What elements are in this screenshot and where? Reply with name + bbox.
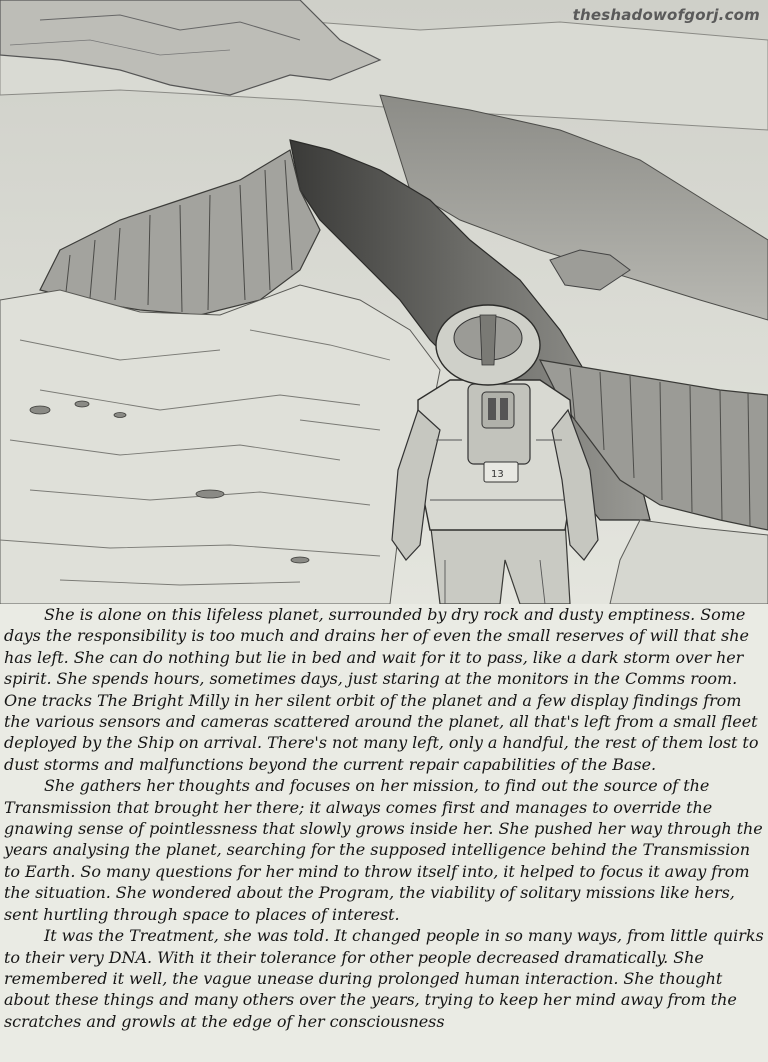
watermark: theshadowofgorj.com: [572, 6, 760, 24]
story-text: [4, 604, 766, 1032]
story-paragraph: It was the Treatment, she was told. It changed people in so many ways, from little quirks to their very DNA. With it their tolerance for other people decreased dramatically. She remembered it well, the vague unease during prolonged human interaction. She thought about these things and many others over the years, trying to keep her mind away from the scratches and growls at the edge of her consciousness: [4, 926, 764, 1031]
story-paragraph: She gathers her thoughts and focuses on her mission, to find out the source of the Transmission that brought her there; it always comes first and manages to override the gnawing sense of pointlessness that slowly grows inside her. She pushed her way through the years analysing the planet, searching for the supposed intelligence behind the Transmission to Earth. So many questions for her mind to throw itself into, it helped to focus it away from the situation. She wondered about the Program, the viability of solitary missions like hers, sent hurtling through space to places of interest.: [4, 776, 763, 924]
story-paragraph: She is alone on this lifeless planet, surrounded by dry rock and dusty emptiness. Some days the responsibility is too much and drains her of even the small reserves of will that she has left. She can do nothing but lie in bed and wait for it to pass, like a dark storm over her spirit. She spends hours, sometimes days, just staring at the monitors in the Comms room. One tracks The Bright Milly in her silent orbit of the planet and a few display findings from the various sensors and cameras scattered around the planet, all that's left from a small fleet deployed by the Ship on arrival. There's not many left, only a handful, the rest of them lost to dust storms and malfunctions beyond the current repair capabilities of the Base.: [4, 605, 759, 774]
svg-text:13: 13: [491, 469, 504, 480]
